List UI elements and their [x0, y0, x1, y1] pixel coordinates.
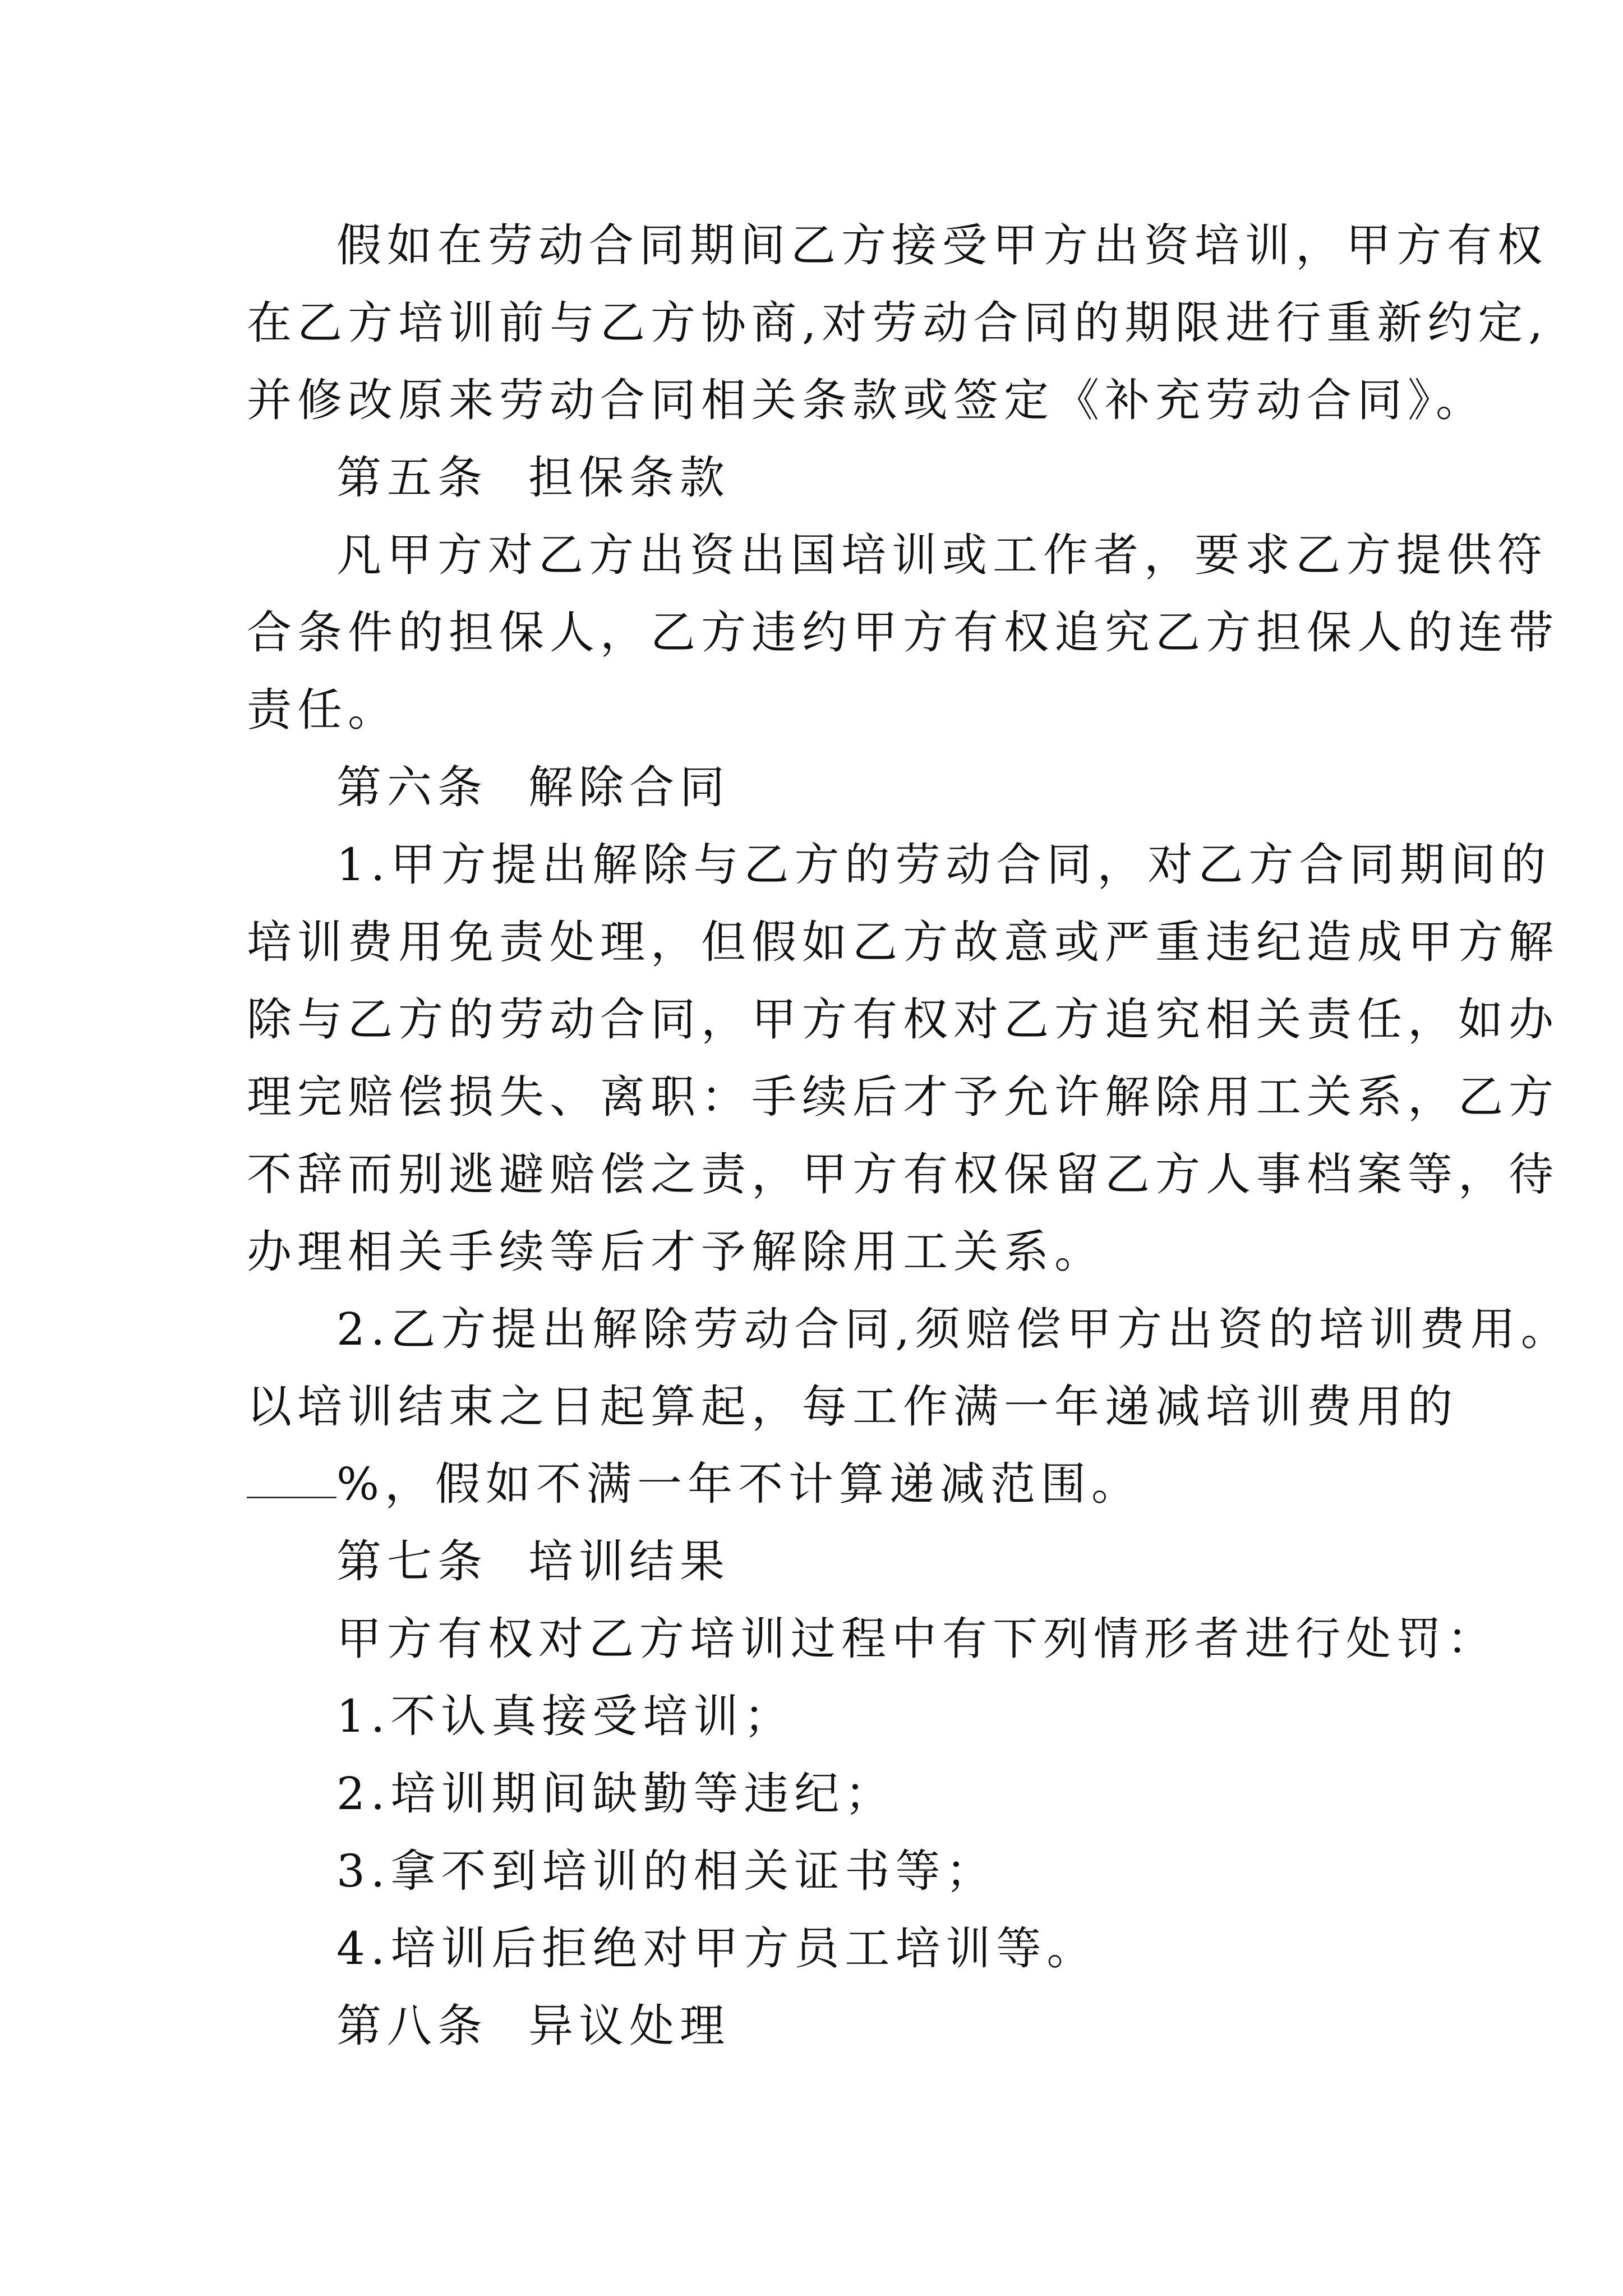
- paragraph-line: 不辞而别逃避赔偿之责，甲方有权保留乙方人事档案等，待: [247, 1148, 1559, 1200]
- paragraph-line: 在乙方培训前与乙方协商,对劳动合同的期限进行重新约定,: [247, 297, 1548, 349]
- paragraph-line: 理完赔偿损失、离职：手续后才予允许解除用工关系，乙方: [247, 1071, 1559, 1123]
- section-heading: [336, 1534, 1413, 1590]
- section-number: 第七条: [336, 1535, 488, 1588]
- section-number: 第五条: [336, 452, 488, 504]
- section-title: 解除合同: [528, 761, 730, 813]
- paragraph-line: 假如在劳动合同期间乙方接受甲方出资培训，甲方有权: [336, 219, 1548, 272]
- paragraph-line: 并修改原来劳动合同相关条款或签定《补充劳动合同》。: [247, 374, 1486, 426]
- paragraph-line: 甲方有权对乙方培训过程中有下列情形者进行处罚：: [336, 1613, 1497, 1665]
- paragraph-line: 培训费用免责处理，但假如乙方故意或严重违纪造成甲方解: [247, 916, 1559, 968]
- list-item: 3.拿不到培训的相关证书等；: [336, 1845, 997, 1897]
- paragraph-text: %，假如不满一年不计算递减范围。: [336, 1458, 1142, 1510]
- list-item: 1.不认真接受培训；: [336, 1690, 795, 1742]
- paragraph-line: 1.甲方提出解除与乙方的劳动合同，对乙方合同期间的: [336, 839, 1552, 891]
- list-item: 4.培训后拒绝对甲方员工培训等。: [336, 1922, 1098, 1975]
- section-heading: [336, 760, 1413, 816]
- section-heading: [336, 1998, 1413, 2054]
- section-title: 培训结果: [528, 1535, 730, 1588]
- paragraph-line: 责任。: [247, 684, 398, 736]
- paragraph-line: 除与乙方的劳动合同，甲方有权对乙方追究相关责任，如办: [247, 993, 1559, 1046]
- paragraph-line-with-blank: [247, 1456, 1413, 1512]
- paragraph-line: 以培训结束之日起算起，每工作满一年递减培训费用的: [247, 1381, 1458, 1433]
- section-heading: [336, 450, 1413, 506]
- fill-in-blank[interactable]: [247, 1456, 336, 1498]
- paragraph-line: 合条件的担保人，乙方违约甲方有权追究乙方担保人的连带: [247, 606, 1559, 659]
- section-number: 第八条: [336, 2000, 488, 2052]
- section-number: 第六条: [336, 761, 488, 813]
- paragraph-line: 凡甲方对乙方出资出国培训或工作者，要求乙方提供符: [336, 529, 1548, 581]
- section-title: 异议处理: [528, 2000, 730, 2052]
- paragraph-line: 办理相关手续等后才予解除用工关系。: [247, 1226, 1105, 1278]
- paragraph-line: 2.乙方提出解除劳动合同,须赔偿甲方出资的培训费用。: [336, 1303, 1571, 1355]
- list-item: 2.培训期间缺勤等违纪；: [336, 1768, 896, 1820]
- section-title: 担保条款: [528, 452, 730, 504]
